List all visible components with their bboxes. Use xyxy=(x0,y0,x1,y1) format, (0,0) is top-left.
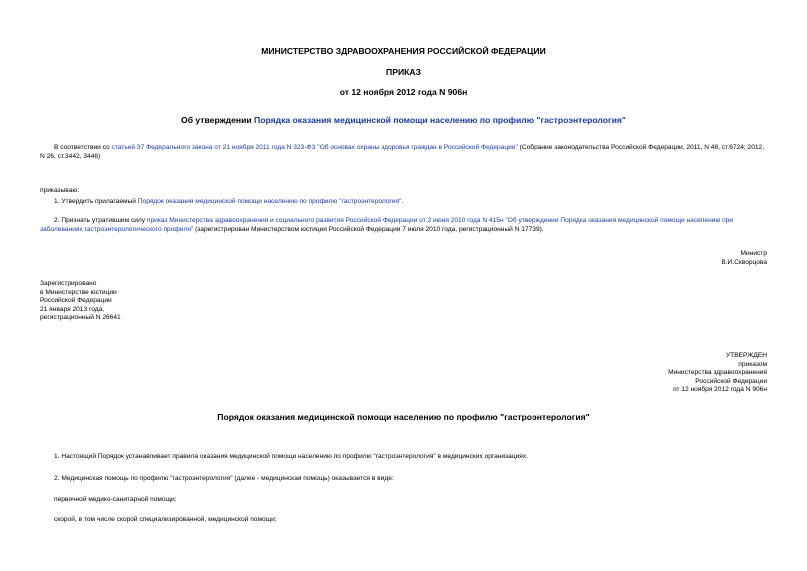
document-title xyxy=(0,115,807,125)
title-prefix: Об утверждении xyxy=(181,115,255,125)
old-order-link[interactable]: приказ Министерства здравоохранения и социального развития Российской Федерации от 2 июня 2010 года N 415н "Об утверждении Порядка оказания медицинской помощи населению при заболеваниях гастроэнтерологического профиля" xyxy=(40,217,734,233)
title-link[interactable]: Порядка оказания медицинской помощи населению по профилю "гастроэнтерология" xyxy=(254,115,626,125)
signature-name: В.И.Скворцова xyxy=(721,258,767,266)
registration-block xyxy=(40,280,121,323)
approval-block xyxy=(668,352,767,395)
order-word: приказываю: xyxy=(40,187,80,194)
signature-position: Министр xyxy=(740,250,767,257)
registration-line: Российской Федерации xyxy=(40,297,112,305)
item-1-text-1: 1. Утвердить прилагаемый xyxy=(54,198,138,205)
ministry-heading: МИНИСТЕРСТВО ЗДРАВООХРАНЕНИЯ РОССИЙСКОЙ ФЕДЕРАЦИИ xyxy=(261,46,546,56)
approval-line: Министерства здравоохранения xyxy=(668,369,767,377)
registration-line: регистрационный N 26641 xyxy=(40,314,121,322)
item-1-text-2: . xyxy=(401,198,404,205)
approval-line: Российской Федерации xyxy=(695,377,767,385)
doc-type-heading: ПРИКАЗ xyxy=(386,67,421,77)
order-title: Порядок оказания медицинской помощи населению по профилю "гастроэнтерология" xyxy=(217,412,590,422)
approval-line: приказом xyxy=(738,360,767,368)
body-paragraph-1: 1. Настоящий Порядок устанавливает правила оказания медицинской помощи населению по профилю "гастроэнтерология" в медицинских организациях. xyxy=(54,453,529,460)
preamble-text-2: (Собрание законодательства Российской Федерации, 2011, N 48, ст.6724; 2012, N 26, ст.3442, 3446) xyxy=(40,144,765,160)
signature-block xyxy=(721,250,767,267)
item-2-text-1: 2. Признать утратившим силу xyxy=(54,217,147,224)
body-paragraph-4: скорой, в том числе скорой специализированной, медицинской помощи; xyxy=(54,516,277,523)
registration-line: в Министерстве юстиции xyxy=(40,288,117,296)
registration-line: Зарегистрировано xyxy=(40,280,97,287)
item-1-paragraph xyxy=(40,198,768,207)
preamble-paragraph xyxy=(40,144,768,161)
item-2-text-2: (зарегистрирован Министерством юстиции Российской Федерации 7 июля 2010 года, регистрационный N 17739). xyxy=(193,225,544,233)
procedure-link[interactable]: Порядок оказания медицинской помощи населению по профилю "гастроэнтерология" xyxy=(137,198,402,205)
approval-line: от 12 ноября 2012 года N 906н xyxy=(672,386,767,394)
body-paragraph-2: 2. Медицинская помощь по профилю "гастроэнтерология" (далее - медицинская помощь) оказывается в виде: xyxy=(54,475,394,482)
date-number-heading: от 12 ноября 2012 года N 906н xyxy=(339,87,468,97)
law-link[interactable]: статьей 37 Федерального закона от 21 ноября 2011 года N 323-ФЗ "Об основах охраны здоровья граждан в Российской Федерации" xyxy=(111,144,518,151)
approval-line: УТВЕРЖДЕН xyxy=(725,352,767,359)
preamble-text-1: В соответствии со xyxy=(54,144,112,151)
item-2-paragraph xyxy=(40,217,768,234)
body-paragraph-3: первичной медико-санитарной помощи; xyxy=(54,496,177,503)
registration-line: 21 января 2013 года, xyxy=(40,305,105,313)
